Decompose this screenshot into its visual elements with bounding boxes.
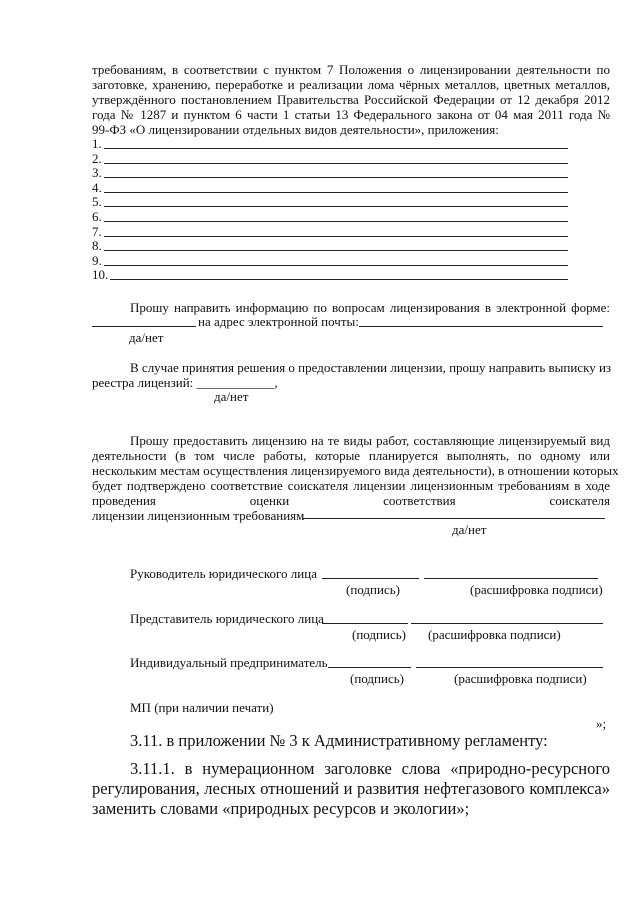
signature-decode-hint: (расшифровка подписи)	[454, 671, 587, 686]
attachment-blank-line	[104, 221, 568, 222]
works-blank	[302, 518, 605, 519]
attachment-number: 7.	[92, 223, 102, 239]
attachment-blank-line	[104, 163, 568, 164]
attachment-item	[92, 225, 102, 240]
intro-line: заготовке, хранению, переработке и реализации лома чёрных металлов, цветных металлов,	[92, 77, 610, 92]
attachment-item	[92, 181, 102, 196]
attachment-number: 3.	[92, 165, 102, 181]
attachment-blank-line	[104, 265, 568, 266]
section-line: 3.11.1. в нумерационном заголовке слова «природно-ресурсного	[130, 759, 610, 778]
extract-request-text: В случае принятия решения о предоставлении лицензии, прошу направить выписку из	[130, 360, 612, 375]
closing-quote: »;	[596, 716, 607, 731]
works-line-last: лицензии лицензионным требованиям	[92, 508, 305, 523]
signature-line	[322, 578, 419, 579]
signature-decode-hint: (расшифровка подписи)	[428, 627, 561, 642]
signature-line	[322, 623, 408, 624]
intro-line-last: 99-ФЗ «О лицензировании отдельных видов деятельности», приложения:	[92, 122, 499, 137]
stamp-note: МП (при наличии печати)	[130, 700, 274, 715]
works-line: проведения оценки соответствия соискателя	[92, 493, 610, 508]
signature-decode-line	[416, 667, 603, 668]
email-hint: да/нет	[129, 330, 164, 345]
signature-hint: (подпись)	[350, 671, 404, 686]
attachment-number: 8.	[92, 238, 102, 254]
attachment-number: 9.	[92, 252, 102, 268]
attachment-item	[92, 239, 102, 254]
attachment-item	[92, 195, 102, 210]
signature-decode-line	[411, 623, 603, 624]
signature-line	[328, 667, 411, 668]
attachment-number: 2.	[92, 150, 102, 166]
attachment-blank-line	[110, 279, 568, 280]
attachment-number: 1.	[92, 136, 102, 151]
signature-label-entrepreneur: Индивидуальный предприниматель	[130, 655, 328, 670]
section-heading: 3.11. в приложении № 3 к Административному регламенту:	[130, 731, 548, 750]
signature-decode-line	[424, 578, 598, 579]
section-line: регулирования, лесных отношений и развития нефтегазового комплекса»	[92, 779, 610, 798]
attachment-blank-line	[104, 250, 568, 251]
intro-line: утверждённого постановлением Правительства Российской Федерации от 12 декабря 2012	[92, 92, 610, 107]
works-line: будет подтверждено соответствие соискателя лицензии лицензионным требованиям в ходе	[92, 478, 610, 493]
works-line: деятельности (в том числе работы, которые планируется выполнять, по одному или	[92, 448, 610, 463]
signature-hint: (подпись)	[346, 582, 400, 597]
attachment-item	[92, 137, 102, 152]
attachment-blank-line	[104, 236, 568, 237]
attachment-blank-line	[104, 206, 568, 207]
attachment-item	[92, 152, 102, 167]
works-line: нескольким местам осуществления лицензируемого вида деятельности), в отношении которых	[92, 463, 619, 478]
section-line-last: заменить словами «природных ресурсов и экологии»;	[92, 799, 470, 818]
attachment-number: 10.	[92, 267, 109, 283]
signature-decode-hint: (расшифровка подписи)	[470, 582, 603, 597]
section-paragraph	[92, 759, 610, 819]
attachment-item	[92, 166, 102, 181]
signature-label-head: Руководитель юридического лица	[130, 566, 317, 581]
attachment-item	[92, 268, 108, 283]
attachment-item	[92, 254, 102, 269]
works-hint: да/нет	[452, 522, 487, 537]
intro-line: требованиям, в соответствии с пунктом 7 Положения о лицензировании деятельности по	[92, 62, 610, 77]
email-address-blank	[359, 326, 603, 327]
attachment-number: 4.	[92, 179, 102, 195]
extract-hint: да/нет	[214, 389, 249, 404]
attachment-item	[92, 210, 102, 225]
attachment-blank-line	[104, 148, 568, 149]
intro-line: года № 1287 и пунктом 6 части 1 статьи 13 Федерального закона от 04 мая 2011 года №	[92, 107, 610, 122]
attachment-number: 5.	[92, 194, 102, 210]
email-yesno-blank	[92, 326, 196, 327]
email-address-label: на адрес электронной почты:	[198, 314, 359, 329]
intro-paragraph	[92, 62, 610, 137]
signature-hint: (подпись)	[352, 627, 406, 642]
email-request-text: Прошу направить информацию по вопросам лицензирования в электронной форме:	[130, 300, 610, 315]
works-paragraph	[92, 433, 619, 523]
attachment-number: 6.	[92, 209, 102, 224]
extract-request-line2: реестра лицензий: ____________,	[92, 375, 278, 390]
works-line: Прошу предоставить лицензию на те виды работ, составляющие лицензируемый вид	[130, 433, 610, 448]
attachment-blank-line	[104, 177, 568, 178]
signature-label-representative: Представитель юридического лица	[130, 611, 324, 626]
attachment-blank-line	[104, 192, 568, 193]
